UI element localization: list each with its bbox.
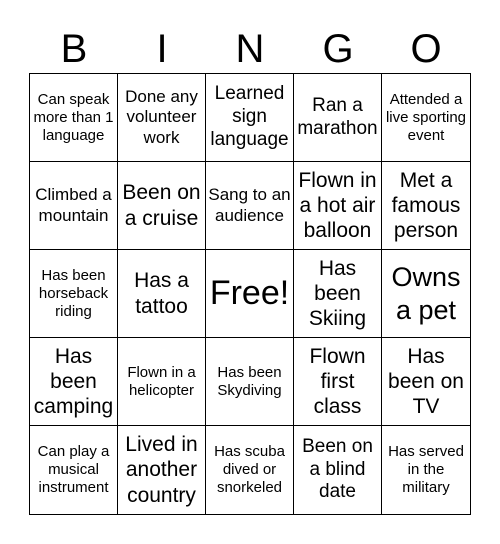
free-space-cell[interactable]: Free!: [206, 250, 294, 338]
bingo-cell[interactable]: Done any volunteer work: [118, 74, 206, 162]
bingo-grid: [29, 73, 471, 515]
bingo-cell[interactable]: Has been Skiing: [294, 250, 382, 338]
bingo-cell[interactable]: Been on a cruise: [118, 162, 206, 250]
bingo-cell[interactable]: Climbed a mountain: [30, 162, 118, 250]
bingo-cell[interactable]: Has a tattoo: [118, 250, 206, 338]
header-letter-n: N: [235, 27, 265, 71]
bingo-cell[interactable]: Been on a blind date: [294, 426, 382, 514]
bingo-cell[interactable]: Owns a pet: [382, 250, 470, 338]
bingo-cell[interactable]: Has been on TV: [382, 338, 470, 426]
bingo-cell[interactable]: Sang to an audience: [206, 162, 294, 250]
bingo-cell[interactable]: Has been Skydiving: [206, 338, 294, 426]
bingo-cell[interactable]: Can speak more than 1 language: [30, 74, 118, 162]
bingo-cell[interactable]: Has been horseback riding: [30, 250, 118, 338]
bingo-cell[interactable]: Flown in a helicopter: [118, 338, 206, 426]
bingo-cell[interactable]: Can play a musical instrument: [30, 426, 118, 514]
bingo-cell[interactable]: Flown first class: [294, 338, 382, 426]
bingo-header: [30, 26, 470, 72]
header-letter-g: G: [322, 27, 354, 71]
header-letter-b: B: [60, 27, 88, 71]
bingo-cell[interactable]: Has scuba dived or snorkeled: [206, 426, 294, 514]
bingo-cell[interactable]: Attended a live sporting event: [382, 74, 470, 162]
bingo-cell[interactable]: Has served in the military: [388, 443, 464, 496]
bingo-cell[interactable]: Lived in another country: [118, 426, 206, 514]
bingo-cell[interactable]: Has been camping: [30, 338, 118, 426]
header-letter-o: O: [410, 27, 442, 71]
bingo-cell[interactable]: Ran a marathon: [294, 74, 382, 162]
header-letter-i: I: [156, 27, 168, 71]
bingo-cell[interactable]: Flown in a hot air balloon: [294, 162, 382, 250]
bingo-cell[interactable]: Met a famous person: [382, 162, 470, 250]
bingo-cell[interactable]: Learned sign language: [206, 74, 294, 162]
